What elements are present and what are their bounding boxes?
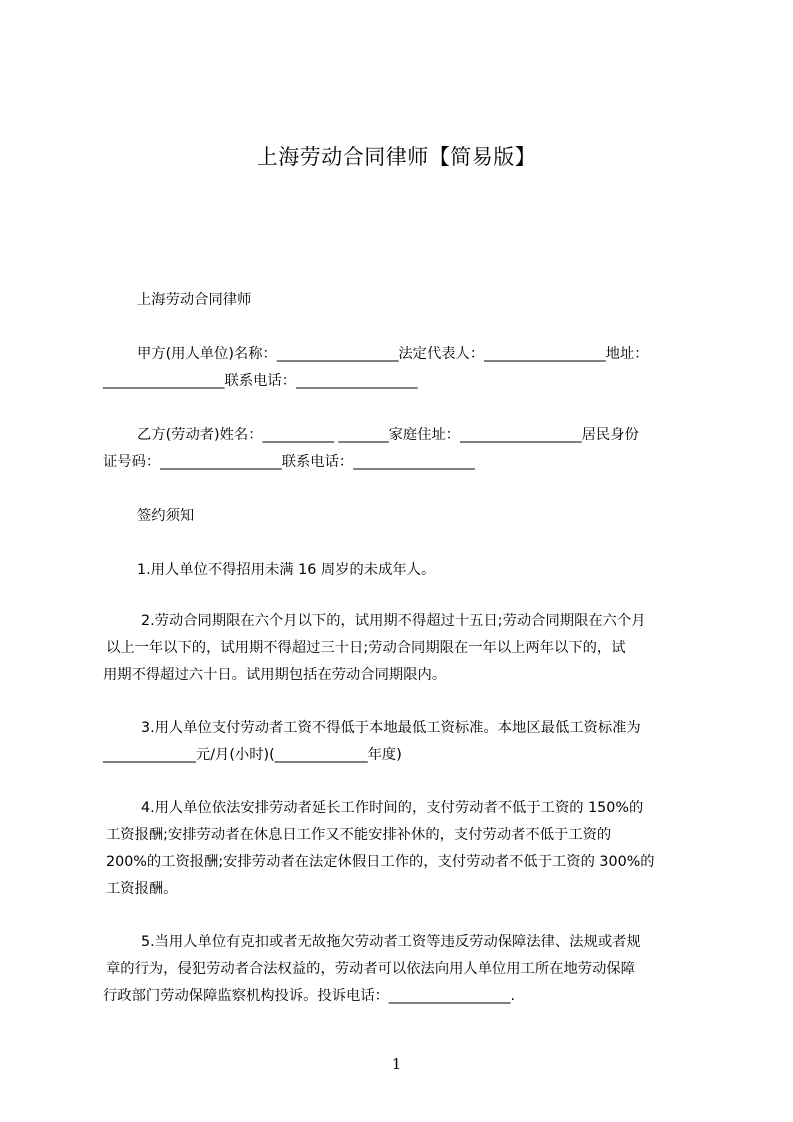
notice-heading: 签约须知 — [137, 508, 195, 524]
party-a-line-2: _________________联系电话：_________________ — [103, 373, 418, 389]
notice-item-5-line-2: 章的行为，侵犯劳动者合法权益的，劳动者可以依法向用人单位用工所在地劳动保障 — [106, 961, 635, 977]
notice-item-4-line-3: 200%的工资报酬;安排劳动者在法定休假日工作的，支付劳动者不低于工资的 300%的 — [106, 854, 655, 870]
heading-text: 上海劳动合同律师 — [137, 292, 252, 308]
party-a-line-1: 甲方(用人单位)名称：_________________法定代表人：_________________地址： — [137, 346, 649, 362]
notice-item-2 — [103, 608, 703, 689]
notice-item-2-line-2: 以上一年以下的，试用期不得超过三十日;劳动合同期限在一年以上两年以下的，试 — [106, 640, 626, 656]
party-a-paragraph — [103, 341, 703, 395]
notice-item-5-line-1: 5.当用人单位有克扣或者无故拖欠劳动者工资等违反劳动保障法律、法规或者规 — [141, 934, 641, 950]
notice-item-5 — [103, 929, 703, 1010]
notice-heading-paragraph — [103, 503, 703, 530]
page-number: 1 — [391, 1055, 402, 1073]
notice-item-1 — [103, 557, 703, 584]
document-title: 上海劳动合同律师【简易版】 — [256, 145, 537, 169]
notice-item-3 — [103, 715, 703, 769]
notice-item-2-line-3: 用期不得超过六十日。试用期包括在劳动合同期限内。 — [103, 667, 447, 683]
notice-item-4-line-1: 4.用人单位依法安排劳动者延长工作时间的，支付劳动者不低于工资的 150%的 — [141, 800, 644, 816]
party-b-line-2: 证号码：_________________联系电话：_________________ — [103, 454, 475, 470]
notice-item-5-line-3: 行政部门劳动保障监察机构投诉。投诉电话：_________________. — [103, 988, 516, 1004]
notice-item-1-line-1: 1.用人单位不得招用未满 16 周岁的未成年人。 — [137, 562, 436, 578]
party-b-line-1: 乙方(劳动者)姓名：__________ _______家庭住址：_________________居民身份 — [137, 427, 639, 443]
notice-item-4-line-4: 工资报酬。 — [106, 881, 178, 897]
notice-item-2-line-1: 2.劳动合同期限在六个月以下的，试用期不得超过十五日;劳动合同期限在六个月 — [141, 613, 646, 629]
notice-item-4 — [103, 795, 703, 903]
notice-item-4-line-2: 工资报酬;安排劳动者在休息日工作又不能安排补休的，支付劳动者不低于工资的 — [106, 827, 612, 843]
heading-paragraph — [103, 287, 703, 314]
notice-item-3-line-1: 3.用人单位支付劳动者工资不得低于本地最低工资标准。本地区最低工资标准为 — [141, 720, 641, 736]
party-b-paragraph — [103, 422, 703, 476]
notice-item-3-line-2: _____________元/月(小时)(_____________年度) — [103, 747, 402, 763]
